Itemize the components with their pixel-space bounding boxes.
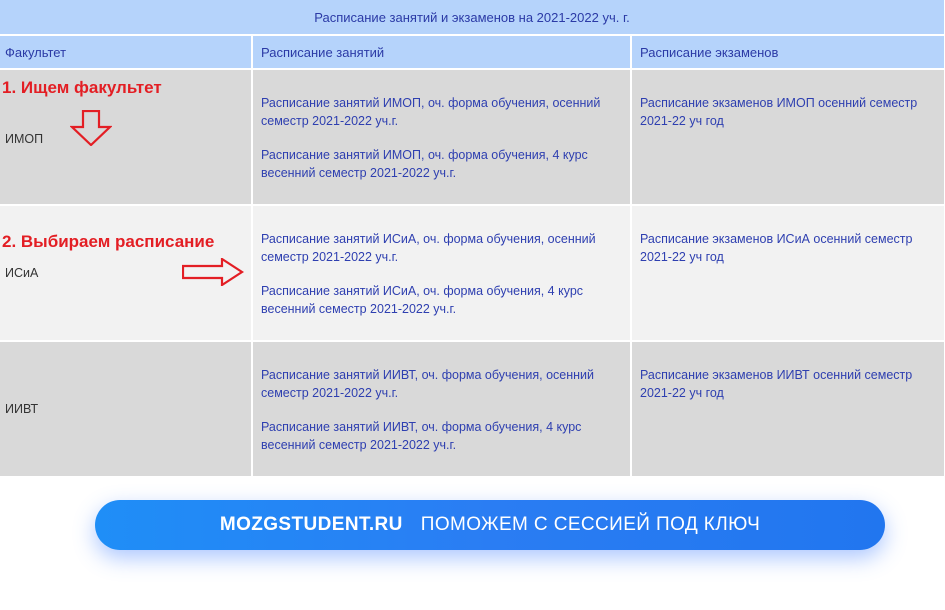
faculty-name: ИМОП	[5, 132, 44, 146]
classes-cell	[253, 342, 630, 476]
banner-text: ПОМОЖЕМ С СЕССИЕЙ ПОД КЛЮЧ	[420, 514, 761, 535]
exams-cell	[632, 70, 944, 204]
table-row	[0, 342, 944, 476]
faculty-cell	[0, 206, 251, 340]
header-faculty: Факультет	[0, 36, 251, 68]
faculty-name: ИСиА	[5, 266, 39, 280]
header-row	[0, 36, 944, 68]
schedule-link[interactable]: Расписание занятий ИИВТ, оч. форма обучения, 4 курс весенний семестр 2021-2022 уч.г.	[261, 420, 582, 452]
table-title: Расписание занятий и экзаменов на 2021-2022 уч. г.	[0, 0, 944, 36]
exam-link[interactable]: Расписание экзаменов ИМОП осенний семестр 2021-22 уч год	[640, 96, 918, 128]
classes-cell	[253, 206, 630, 340]
faculty-cell	[0, 70, 251, 204]
faculty-cell	[0, 342, 251, 476]
classes-cell	[253, 70, 630, 204]
header-exams: Расписание экзаменов	[632, 36, 944, 68]
schedule-link[interactable]: Расписание занятий ИМОП, оч. форма обучения, осенний семестр 2021-2022 уч.г.	[261, 96, 601, 128]
promo-banner-button[interactable]	[95, 500, 885, 550]
arrow-right-icon	[182, 258, 244, 286]
step1-annotation: 1. Ищем факультет	[2, 78, 162, 97]
step2-annotation: 2. Выбираем расписание	[2, 232, 215, 251]
schedule-link[interactable]: Расписание занятий ИМОП, оч. форма обучения, 4 курс весенний семестр 2021-2022 уч.г.	[261, 148, 588, 180]
header-classes: Расписание занятий	[253, 36, 630, 68]
arrow-down-icon	[70, 110, 112, 146]
schedule-link[interactable]: Расписание занятий ИСиА, оч. форма обучения, 4 курс весенний семестр 2021-2022 уч.г.	[261, 284, 584, 316]
faculty-name: ИИВТ	[5, 402, 39, 416]
table-row	[0, 70, 944, 204]
exam-link[interactable]: Расписание экзаменов ИИВТ осенний семестр 2021-22 уч год	[640, 368, 913, 400]
schedule-link[interactable]: Расписание занятий ИСиА, оч. форма обучения, осенний семестр 2021-2022 уч.г.	[261, 232, 596, 264]
table-row	[0, 206, 944, 340]
schedule-link[interactable]: Расписание занятий ИИВТ, оч. форма обучения, осенний семестр 2021-2022 уч.г.	[261, 368, 594, 400]
exams-cell	[632, 206, 944, 340]
exams-cell	[632, 342, 944, 476]
exam-link[interactable]: Расписание экзаменов ИСиА осенний семестр 2021-22 уч год	[640, 232, 913, 264]
banner-brand: MOZGSTUDENT.RU	[219, 514, 403, 535]
